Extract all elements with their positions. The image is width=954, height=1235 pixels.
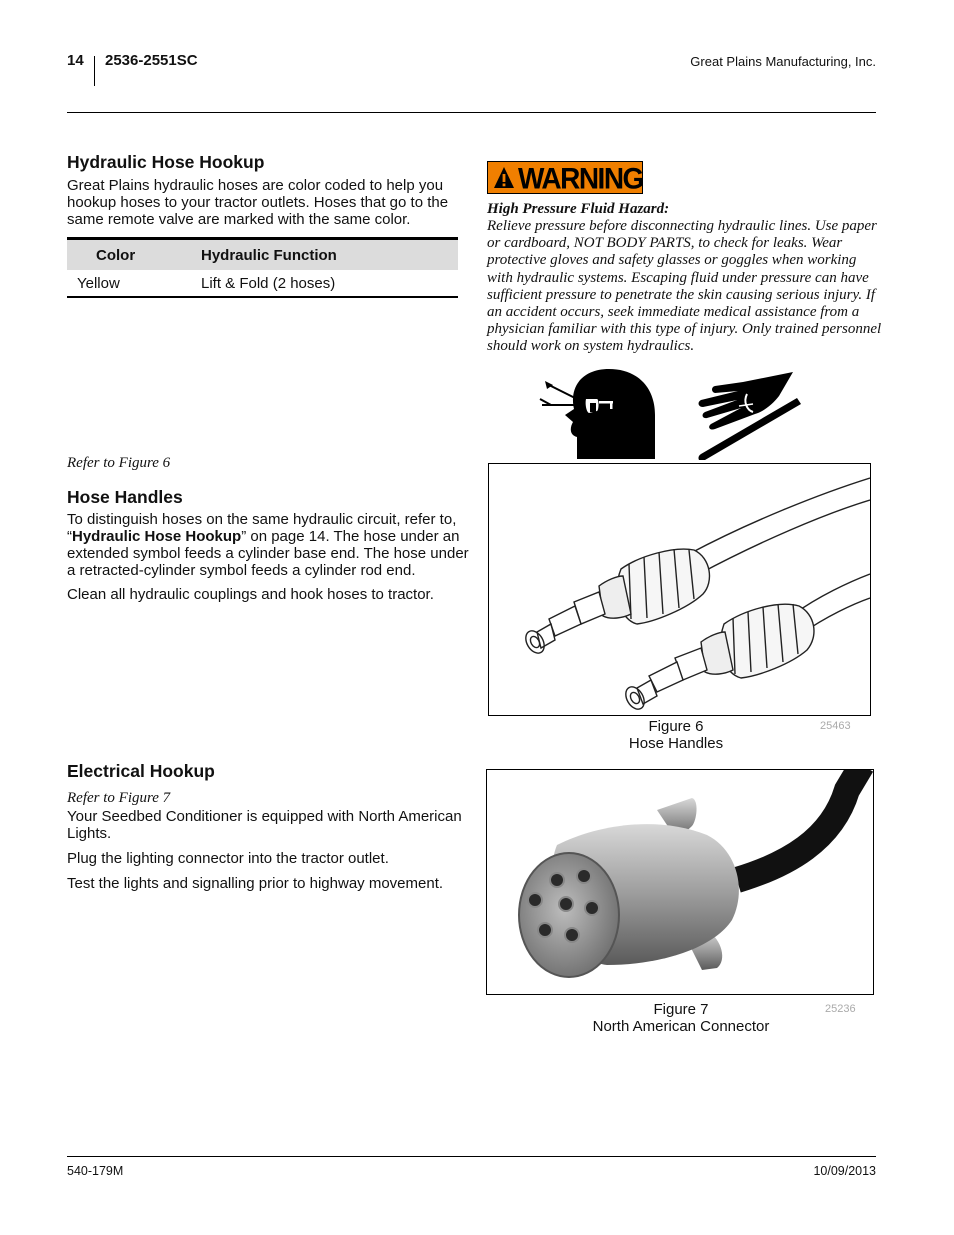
- electrical-body2: Plug the lighting connector into the tractor outlet.: [67, 850, 389, 867]
- warning-body: Relieve pressure before disconnecting hydraulic lines. Use paper or cardboard, NOT BODY PARTS, to check for leaks. Wear protective gloves and safety glasses or goggles when working with hydraulic systems. Escaping fluid under pressure can have sufficient pressure to penetrate the skin causing serious injury. If an accident occurs, seek immediate medical assistance from a physician familiar with this type of injury. Only trained personnel should work on system hydraulics.: [487, 218, 882, 355]
- hose-handles-title: Hose Handles: [67, 487, 183, 507]
- hydraulic-hose-hookup-link[interactable]: Hydraulic Hose Hookup: [72, 528, 242, 545]
- hand-injection-hazard-icon: [693, 372, 801, 460]
- table-header-row: [67, 239, 458, 271]
- footer-rule: [67, 1156, 876, 1157]
- north-american-connector-photo: [487, 770, 873, 994]
- table-cell-color: Yellow: [67, 270, 201, 297]
- hydraulic-body: Great Plains hydraulic hoses are color coded to help you hookup hoses to your tractor outlets. Hoses that go to the same remote valve are marked with the same color.: [67, 177, 449, 228]
- hose-handles-body2: Clean all hydraulic couplings and hook hoses to tractor.: [67, 586, 434, 603]
- figure-6-id: 25463: [820, 720, 851, 732]
- hose-handles-illustration: [489, 464, 870, 715]
- header-divider: [94, 56, 95, 86]
- warning-hazard-title: High Pressure Fluid Hazard:: [487, 201, 670, 217]
- figure-7-caption: [570, 1001, 792, 1035]
- figure-7-number: Figure 7: [653, 1001, 709, 1018]
- table-row: [67, 270, 458, 297]
- electrical-body3: Test the lights and signalling prior to highway movement.: [67, 875, 444, 892]
- hose-handles-body-post: ” on page 14. The hose under an extended symbol feeds a cylinder base end. The hose under a retracted-cylinder symbol feeds a cylinder rod end.: [67, 528, 469, 579]
- company-name: Great Plains Manufacturing, Inc.: [690, 54, 876, 69]
- electrical-refer: Refer to Figure 7: [67, 790, 171, 806]
- page-number: 14: [67, 52, 84, 69]
- figure-6-caption: [570, 718, 782, 752]
- document-id: 2536-2551SC: [105, 52, 198, 69]
- figure-6-number: Figure 6: [648, 718, 704, 735]
- electrical-section-title: Electrical Hookup: [67, 761, 215, 781]
- hydraulic-function-table: [67, 237, 458, 298]
- hose-handles-refer: Refer to Figure 6: [67, 455, 171, 471]
- warning-triangle-icon: [493, 166, 515, 190]
- hose-handles-body: [67, 511, 479, 579]
- figure-6-title: Hose Handles: [628, 735, 724, 752]
- figure-7-frame: [486, 769, 874, 995]
- hose-handles-body-pre: To distinguish hoses on the same hydraulic circuit, refer to, “: [67, 511, 457, 545]
- table-header-function: Hydraulic Function: [201, 239, 458, 271]
- table-header-color: Color: [67, 239, 201, 271]
- warning-label: [487, 161, 643, 194]
- electrical-body1: Your Seedbed Conditioner is equipped with North American Lights.: [67, 808, 462, 842]
- footer-date: 10/09/2013: [813, 1164, 876, 1178]
- figure-7-id: 25236: [825, 1003, 856, 1015]
- footer-part-number: 540-179M: [67, 1164, 124, 1178]
- hydraulic-section-title: Hydraulic Hose Hookup: [67, 152, 265, 172]
- header-rule: [67, 112, 876, 113]
- figure-6-frame: [488, 463, 871, 716]
- figure-7-title: North American Connector: [592, 1018, 770, 1035]
- eye-protection-icon: [537, 367, 657, 459]
- warning-text-label: WARNING: [518, 162, 643, 195]
- table-cell-function: Lift & Fold (2 hoses): [201, 270, 458, 297]
